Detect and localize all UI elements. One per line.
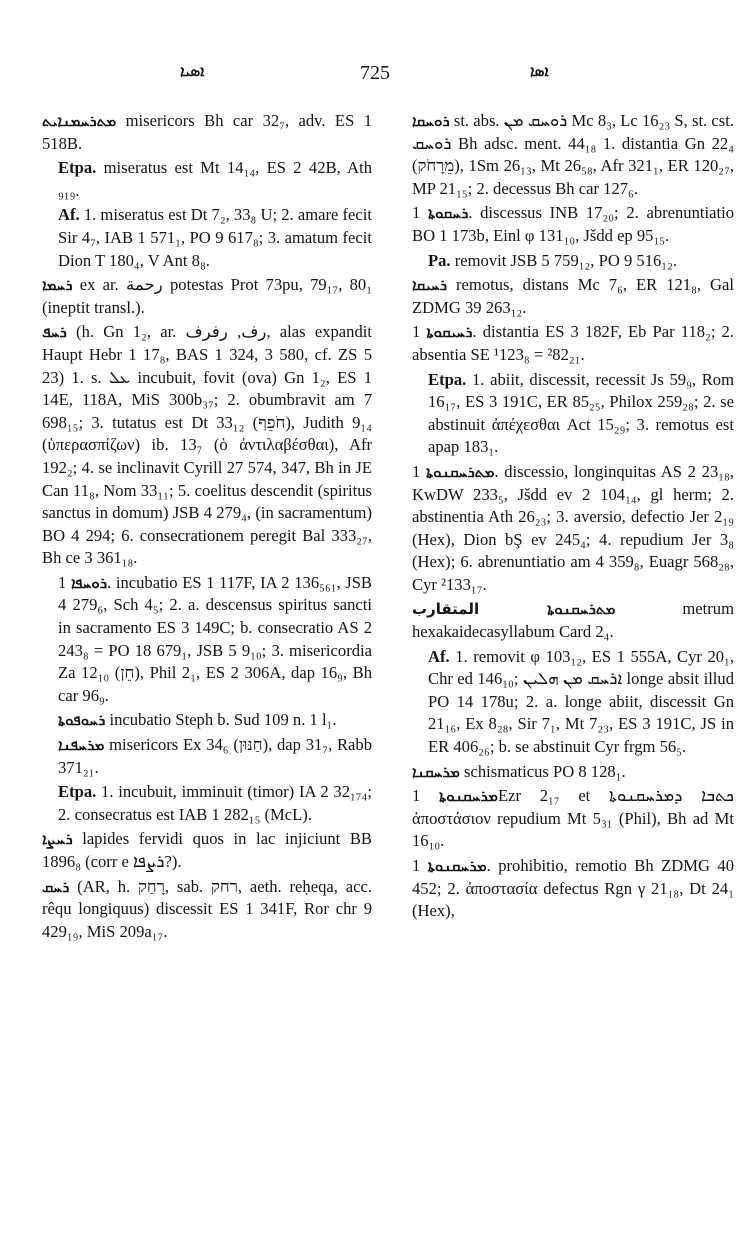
- dictionary-entry: [42, 157, 372, 202]
- entry-text: miseratus est Mt 14₁₄, ES 2 42B, Ath ₉₁₉.: [58, 158, 372, 200]
- entry-text: 1. distantia ES 3 182F, Eb Par 118₂; 2. absentia SE ¹123₈ = ²82₂₁.: [412, 322, 735, 364]
- entry-text: removit JSB 5 759₁₂, PO 9 516₁₂.: [450, 250, 678, 270]
- entry-text: 1Ezr 2₁₇ et ܟܬܒܐ ܕܡܪܚܩܢܘܬܐ ἀποστάσιον repudium Mt 5₃₁ (Phil), Bh ad Mt 16₁₀.: [412, 786, 734, 851]
- entry-text: incubatio Steph b. Sud 109 n. 1 l₁.: [105, 710, 337, 730]
- entry-headword: ܪܘܚܦܐ: [70, 573, 108, 592]
- dictionary-entry: [42, 876, 372, 944]
- entry-text: 1. incubatio ES 1 117F, IA 2 136₅₆₁, JSB 4 279₆, Sch 4₅; 2. a. descensus spiritus sancti in sacramento ES 3 149C; b. consecratio AS 2 243₈ = PO 18 679₁, JSB 5 9₁₀; 3. misericordia Za 12₁₀ (חֵן), Phil 2₁, ES 2 306A, dap 16₉, Bh car 96₉.: [58, 572, 373, 705]
- dictionary-entry: [412, 646, 734, 759]
- entry-text: remotus, distans Mc 7₆, ER 121₈, Gal ZDMG 39 263₁₂.: [412, 275, 734, 317]
- dictionary-entry: [42, 709, 372, 732]
- entry-headword: ܡܬܪܚܡܢܐܝܬ: [42, 112, 117, 130]
- entry-headword: ܪܚܝܩܘܬܐ: [426, 323, 473, 342]
- dictionary-entry: [412, 761, 734, 784]
- dictionary-entry: [42, 572, 372, 708]
- entry-text: metrum hexakaidecasyllabum Card 2₄.: [412, 599, 734, 642]
- dictionary-entry: [412, 110, 734, 200]
- dictionary-entry: [42, 321, 372, 570]
- dictionary-entry: [412, 202, 734, 247]
- entry-text: lapides fervidi quos in lac injiciunt BB 1896₈ (corr e ܪܨܦܐ?).: [42, 829, 372, 871]
- entry-headword: ܪܚܩܘܬܐ: [428, 204, 469, 223]
- entry-text: 1. miseratus est Dt 7₂, 33₈ U; 2. amare fecit Sir 4₇, IAB 1 571₁, PO 9 617₈; 3. amatum fecit Dion T 180₄, V Ant 8₈.: [58, 205, 372, 270]
- entry-text: (h. Gn 1₂, ar. رف, رفرف, alas expandit Haupt Hebr 1 17₈, BAS 1 324, 3 580, cf. ZS 5 23) 1. s. ܥܠ incubuit, fovit (ova) Gn 1₂, ES 1 14E, 118A, MiS 300b₃₇; 2. obumbravit am 7 698₁₅; 3. tutatus est Dt 33₁₂ (חֹפֵף), Judith 9₁₄ (ὑπερασπίζων) ib. 13₇ (ὁ ἀντιλαβέσθαι), Afr 192₂; 4. se inclinavit Cyrill 27 574, 347, Bh in JE Can 11₈, Nom 33₁₁; 5. coelitus descendit (spiritus sanctus in domum) JSB 4 279₄, (in sacramentum) BO 4 294; 6. consecrationem peregit Bal 333₂₇, Bh ce 3 361₁₈.: [42, 322, 372, 568]
- dictionary-entry: [412, 250, 734, 273]
- entry-headword: ܡܪܚܩܢܘܬܐ: [427, 857, 487, 875]
- entry-text: (AR, h. רָחַק, sab. רחק, aeth. reḥeqa, acc. rêqu longiquus) discessit ES 1 341F, Ror chr 9 429₁₉, MiS 209a₁₇.: [42, 876, 372, 941]
- header-left-word: ܐܣܝܐ: [180, 62, 205, 80]
- entry-headword: Etpa.: [58, 158, 97, 178]
- entry-text: 1. removit φ 103₁₂, ES 1 555A, Cyr 20₁, Chr ed 146₁₀; ܐܪܚܩ ܡܢ ܗܠܝܢ longe absit illud PO 14 178u; 2. a. longe abiit, discessit Gn 21₁₆, Ex 8₂₈, Sir 7₁, Mt 7₂₃, ES 3 191C, JS in ER 406₂₆; b. se abstinuit Cyr frgm 56₅.: [428, 646, 735, 757]
- dictionary-entry: [42, 274, 372, 319]
- dictionary-entry: [412, 855, 734, 923]
- entry-headword: Etpa.: [58, 782, 97, 802]
- entry-headword: ܡܬܪܚܩܢܘܬܐ: [426, 462, 495, 481]
- entry-text: 1. discessus INB 17₂₀; 2. abrenuntiatio BO 1 173b, Einl φ 131₁₀, Jšdd ep 95₁₅.: [412, 203, 735, 245]
- entry-text: 1. prohibitio, remotio Bh ZDMG 40 452; 2. ἀποστασία defectus Rgn γ 21₁₈, Dt 24₁ (Hex),: [412, 856, 734, 921]
- right-column: [412, 110, 734, 925]
- entry-headword: ܪܚܨܐ: [42, 830, 73, 849]
- entry-headword: ܪܚܝܩܐ: [412, 276, 448, 295]
- entry-headword: ܪܚܦ: [42, 323, 67, 342]
- left-column: [42, 110, 372, 945]
- dictionary-entry: [412, 321, 734, 366]
- entry-headword: ܪܚܡܐ: [42, 276, 73, 295]
- page-header: [0, 62, 750, 92]
- entry-headword: ܪܘܚܩܐ: [412, 112, 450, 130]
- entry-text: 1. incubuit, imminuit (timor) IA 2 32₁₇₄; 2. consecratus est IAB 1 282₁₅ (McL).: [58, 782, 372, 824]
- entry-headword: Etpa.: [428, 369, 467, 389]
- entry-headword: Pa.: [428, 250, 451, 270]
- entry-text: ex ar. رحمة potestas Prot 73pu, 79₁₇, 80₁ (ineptit transl.).: [42, 275, 372, 317]
- entry-text: 1. abiit, discessit, recessit Js 59₉, Rom 16₁₇, ES 3 191C, ER 85₂₅, Philox 259₂₈; 2. se abstinuit ἀπέχεσθαι Act 15₂₉; 3. remotus est apap 183₁.: [428, 369, 734, 457]
- entry-text: schismaticus PO 8 128₁.: [459, 761, 626, 781]
- entry-headword: Af.: [58, 205, 80, 225]
- entry-text: st. abs. ܪܘܚܩ ܡܢ Mc 8₃, Lc 16₂₃ S, st. cst. ܪܘܚܩ Bh adsc. ment. 44₁₈ 1. distantia Gn 22₄ (מֵרָחֹק), 1Sm 26₁₃, Mt 26₅₈, Afr 321₁, ER 120₂₇, MP 21₁₅; 2. decessus Bh car 127₆.: [412, 111, 735, 198]
- entry-headword: ܡܪܚܩܢܘܬܐ: [439, 787, 498, 806]
- entry-headword: ܪܚܘܦܘܬܐ: [58, 711, 106, 730]
- dictionary-entry: [412, 785, 734, 853]
- dictionary-entry: [412, 598, 734, 643]
- header-right-word: ܐܣܐ: [530, 62, 549, 80]
- dictionary-entry: [42, 110, 372, 155]
- entry-text: misericors Ex 34₆ (חַנּוּן), dap 31₇, Rabb 371₂₁.: [58, 735, 372, 777]
- dictionary-entry: [412, 274, 734, 319]
- dictionary-entry: [42, 204, 372, 272]
- entry-headword: ܡܪܚܦܢܐ: [58, 736, 105, 755]
- entry-headword: ܪܚܩ: [42, 877, 70, 896]
- entry-headword: ܡܪܚܩܢܐ: [412, 762, 460, 781]
- entry-text: 1. discessio, longinquitas AS 2 23₁₈, KwDW 233₅, Jšdd ev 2 104₁₄, gl herm; 2. abstinentia Ath 26₂₃; 3. aversio, defectio Jer 2₁₉ (Hex), Dion bŞ ev 245₄; 4. repudium Jer 3₈ (Hex); 6. abrenuntiatio am 4 359₈, Euagr 568₂₈, Cyr ²133₁₇.: [412, 461, 734, 594]
- dictionary-entry: [42, 734, 372, 779]
- entry-text: misericors Bh car 32₇, adv. ES 1 518B.: [42, 111, 372, 153]
- dictionary-entry: [412, 461, 734, 597]
- entry-headword: Af.: [428, 646, 450, 666]
- entry-headword: ܡܬܪܚܩܢܘܬܐ المتقارب: [412, 600, 616, 619]
- page-number: 725: [360, 62, 390, 84]
- dictionary-entry: [412, 369, 734, 459]
- dictionary-entry: [42, 828, 372, 873]
- dictionary-entry: [42, 781, 372, 826]
